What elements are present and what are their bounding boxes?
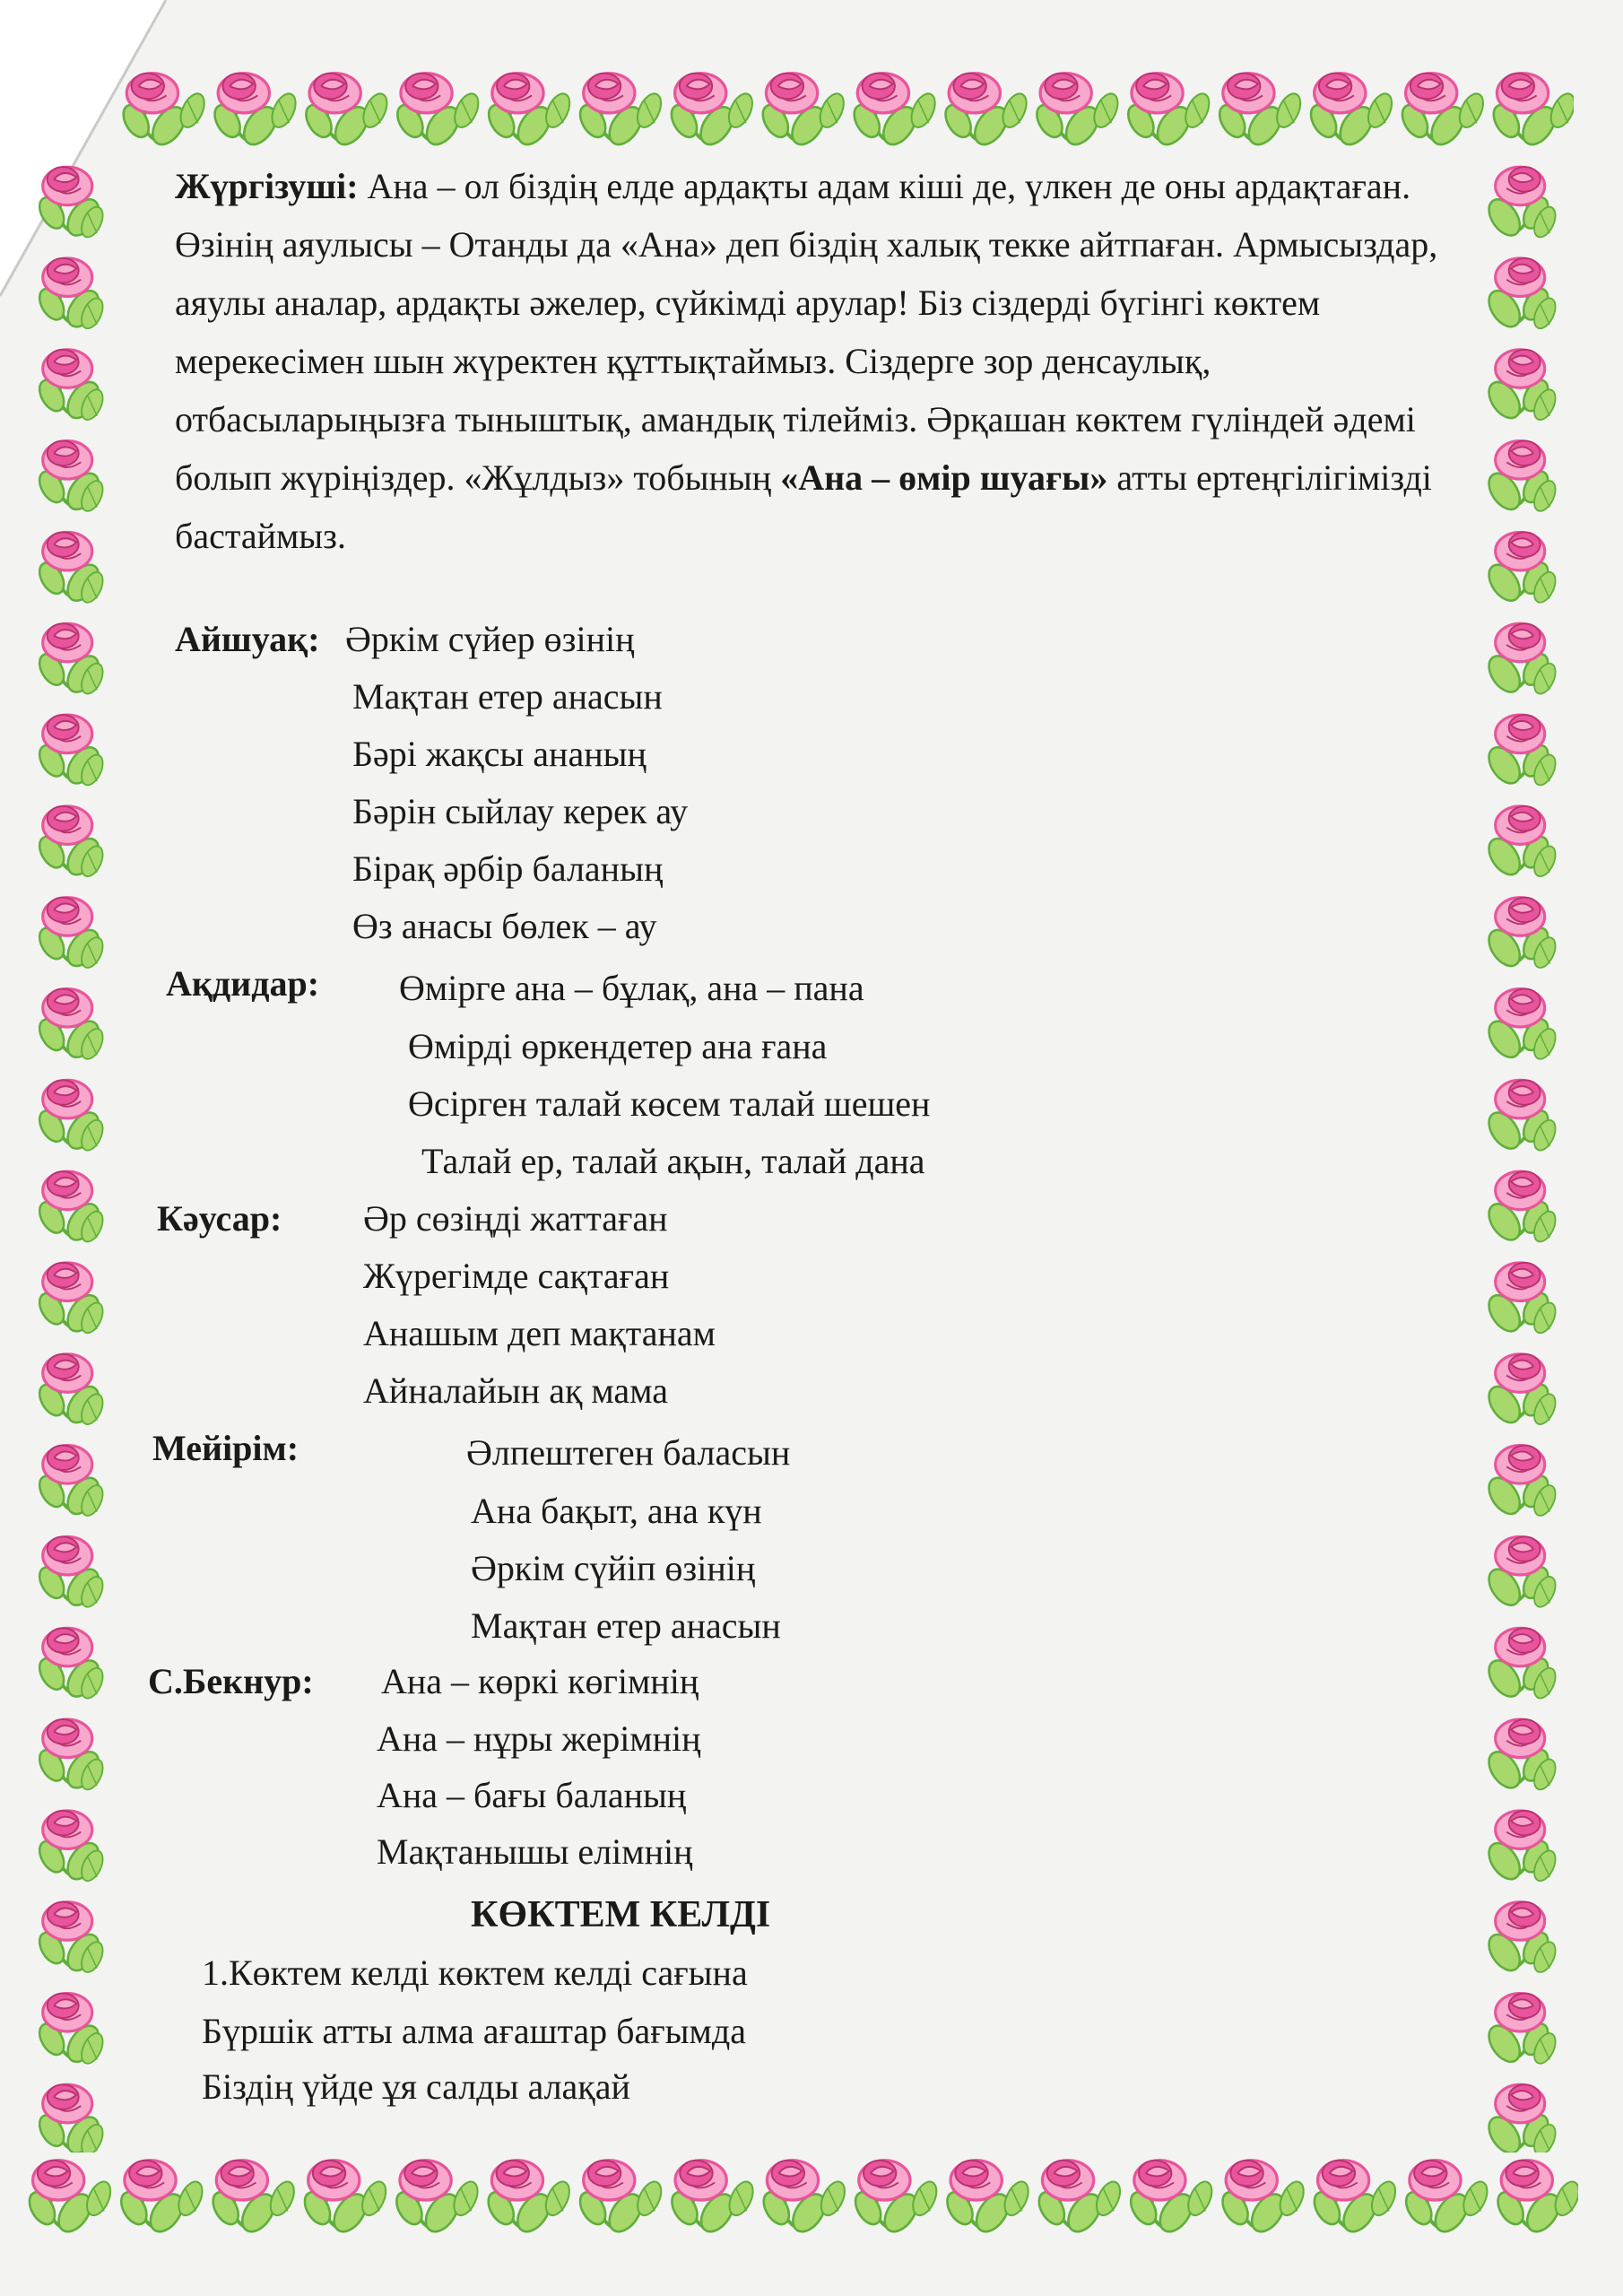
rose-flower-icon bbox=[116, 2161, 188, 2238]
rose-flower-icon bbox=[1401, 2161, 1473, 2238]
rose-flower-icon bbox=[1125, 2161, 1198, 2238]
rose-border-right bbox=[1471, 144, 1574, 2152]
intro-text: Ана – ол біздің елде ардақты адам кіші де, үлкен де оны ардақтаған. Өзінің аяулысы – Отанды да «Ана» деп біздің халық текке айтпаған. Армысыздар, аяулы аналар, ардақты әжелер, сүйкімді арулар! Біз сіздерді бүгінгі көктем мерекесімен шын жүректен құттықтаймыз. Сіздерге зор денсаулық, отбасыларыңызға тыныштық, амандық тілейміз. Әрқашан көктем гүліндей әдемі болып жүріңіздер. «Жұлдыз» тобының bbox=[175, 166, 1438, 498]
rose-flower-icon bbox=[299, 2161, 372, 2238]
speaker-name: С.Бекнур: bbox=[148, 1661, 314, 1701]
verse-line: Жүрегімде сақтаған bbox=[363, 1256, 670, 1296]
rose-flower-icon bbox=[208, 2161, 281, 2238]
speaker-name: Жүргізуші: bbox=[175, 166, 359, 206]
verse-line: Ана – бағы баланың bbox=[377, 1775, 687, 1815]
rose-flower-icon bbox=[666, 74, 739, 148]
rose-flower-icon bbox=[1218, 2161, 1290, 2238]
song-line: Біздің үйде ұя салды алақай bbox=[202, 2066, 630, 2107]
rose-flower-icon bbox=[849, 74, 922, 148]
verse-line: Өз анасы бөлек – ау bbox=[352, 906, 657, 946]
rose-flower-icon bbox=[758, 74, 830, 148]
verse-line: Талай ер, талай ақын, талай дана bbox=[421, 1141, 925, 1181]
rose-flower-icon bbox=[1214, 74, 1287, 148]
verse-line: Мақтанышы елімнің bbox=[377, 1831, 693, 1872]
song-line: Бүршік атты алма ағаштар бағымда bbox=[202, 2011, 746, 2051]
rose-flower-icon bbox=[1034, 2161, 1107, 2238]
rose-border-bottom bbox=[18, 2135, 1578, 2238]
verse-line: Әркім сүйер өзінің bbox=[345, 619, 635, 659]
rose-flower-icon bbox=[1488, 74, 1561, 148]
verse-line: Бірақ әрбір баланың bbox=[352, 848, 664, 889]
verse-line: Әр сөзіңді жаттаған bbox=[363, 1198, 668, 1239]
song-title: КӨКТЕМ КЕЛДІ bbox=[471, 1894, 771, 1935]
verse-line: Мақтан етер анасын bbox=[352, 676, 663, 717]
rose-flower-icon bbox=[1397, 74, 1470, 148]
verse-line: Ана – көркі көгімнің bbox=[381, 1661, 699, 1701]
rose-border-left bbox=[18, 144, 121, 2152]
intro-paragraph bbox=[175, 157, 1457, 565]
verse-line: Анашым деп мақтанам bbox=[363, 1313, 716, 1353]
verse-line: Мақтан етер анасын bbox=[471, 1605, 781, 1646]
rose-border-top bbox=[112, 49, 1574, 148]
verse-line: Әлпештеген баласын bbox=[466, 1432, 791, 1473]
rose-flower-icon bbox=[759, 2161, 831, 2238]
rose-flower-icon bbox=[392, 2161, 464, 2238]
verse-line: Бәрі жақсы ананың bbox=[352, 734, 647, 774]
rose-flower-icon bbox=[1493, 2161, 1566, 2238]
verse-line: Ана – нұры жерімнің bbox=[377, 1718, 701, 1759]
speaker-name: Ақдидар: bbox=[166, 963, 320, 1004]
rose-flower-icon bbox=[483, 2161, 556, 2238]
verse-line: Өсірген талай көсем талай шешен bbox=[408, 1083, 931, 1124]
rose-flower-icon bbox=[483, 74, 556, 148]
rose-flower-icon bbox=[210, 74, 282, 148]
rose-flower-icon bbox=[941, 74, 1013, 148]
rose-flower-icon bbox=[1123, 74, 1195, 148]
song-line: 1.Көктем келді көктем келді сағына bbox=[202, 1952, 748, 1993]
verse-line: Өмірге ана – бұлақ, ана – пана bbox=[399, 968, 864, 1008]
verse-line: Әркім сүйіп өзінің bbox=[471, 1548, 756, 1588]
rose-flower-icon bbox=[1032, 74, 1105, 148]
speaker-name: Кәусар: bbox=[157, 1198, 282, 1239]
rose-flower-icon bbox=[118, 74, 191, 148]
verse-line: Айналайын ақ мама bbox=[363, 1370, 668, 1411]
rose-flower-icon bbox=[392, 74, 464, 148]
rose-flower-icon bbox=[575, 74, 647, 148]
rose-flower-icon bbox=[942, 2161, 1015, 2238]
speaker-name: Айшуақ: bbox=[175, 619, 320, 659]
rose-flower-icon bbox=[301, 74, 374, 148]
intro-text-end: атты ертеңгілігімізді бастаймыз. bbox=[175, 457, 1432, 556]
rose-flower-icon bbox=[1306, 74, 1378, 148]
rose-flower-icon bbox=[24, 2161, 97, 2238]
verse-line: Бәрін сыйлау керек ау bbox=[352, 791, 689, 831]
rose-flower-icon bbox=[575, 2161, 647, 2238]
event-title: «Ана – өмір шуағы» bbox=[780, 457, 1108, 498]
rose-flower-icon bbox=[850, 2161, 923, 2238]
verse-line: Ана бақыт, ана күн bbox=[471, 1491, 762, 1531]
rose-flower-icon bbox=[667, 2161, 740, 2238]
speaker-name: Мейірім: bbox=[152, 1428, 299, 1468]
rose-flower-icon bbox=[1309, 2161, 1382, 2238]
verse-line: Өмірді өркендетер ана ғана bbox=[408, 1026, 828, 1066]
